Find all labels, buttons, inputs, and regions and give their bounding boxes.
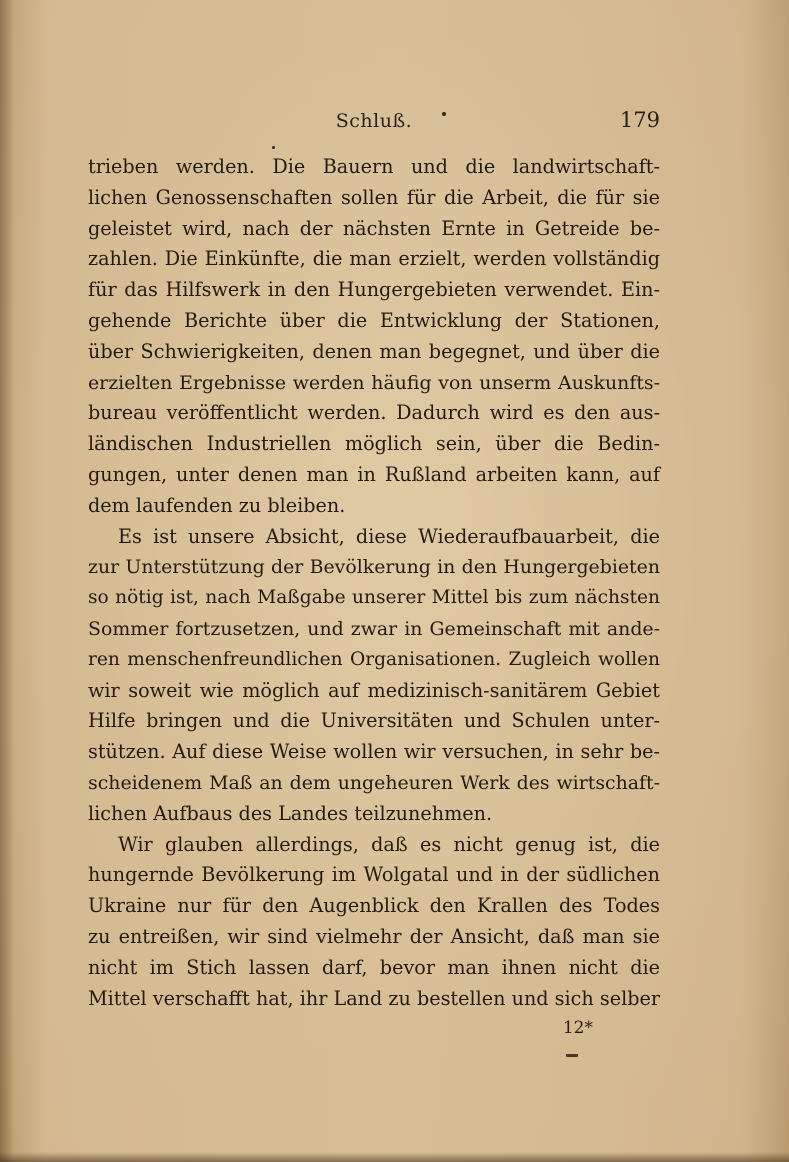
text-line: lichen Genossenschaften sollen für die Arbeit, die für sie — [88, 185, 660, 209]
text-line: ländischen Industriellen möglich sein, über die Bedin- — [88, 432, 660, 456]
text-line: über Schwierigkeiten, denen man begegnet, und über die — [88, 339, 660, 363]
text-line: so nötig ist, nach Maßgabe unserer Mittel bis zum nächsten — [88, 587, 660, 609]
text-line: zu entreißen, wir sind vielmehr der Ansicht, daß man sie — [88, 924, 660, 948]
text-line: zahlen. Die Einkünfte, die man erzielt, werden vollständig — [88, 247, 660, 271]
ink-dash — [566, 1054, 578, 1057]
page-bottom-edge — [0, 1152, 789, 1162]
signature-mark: 12* — [562, 1018, 593, 1038]
body-text — [88, 152, 660, 1014]
text-line: Wir glauben allerdings, daß es nicht genug ist, die — [118, 832, 660, 856]
text-line: Mittel verschafft hat, ihr Land zu bestellen und sich selber — [88, 986, 661, 1010]
text-line: lichen Aufbaus des Landes teilzunehmen. — [88, 801, 493, 825]
text-line: Es ist unsere Absicht, diese Wiederaufbauarbeit, die — [118, 524, 660, 548]
text-line: Sommer fortzusetzen, und zwar in Gemeinschaft mit ande- — [88, 617, 660, 640]
ink-speck — [442, 112, 446, 116]
text-line: erzielten Ergebnisse werden häufig von unserm Auskunfts- — [88, 371, 660, 394]
text-line: stützen. Auf diese Weise wollen wir versuchen, in sehr be- — [88, 740, 660, 764]
text-line: bureau veröffentlicht werden. Dadurch wird es den aus- — [88, 401, 660, 425]
text-line: hungernde Bevölkerung im Wolgatal und in der südlichen — [88, 863, 660, 887]
text-line: Ukraine nur für den Augenblick den Krallen des Todes — [88, 894, 660, 918]
text-line: ren menschenfreundlichen Organisationen. Zugleich wollen — [88, 648, 660, 670]
binding-shadow — [0, 0, 14, 1162]
text-line: gungen, unter denen man in Rußland arbeiten kann, auf — [88, 462, 660, 486]
text-line: gehende Berichte über die Entwicklung der Stationen, — [88, 308, 660, 332]
text-line: nicht im Stich lassen darf, bevor man ihnen nicht die — [88, 955, 660, 979]
text-line: wir soweit wie möglich auf medizinisch-sanitärem Gebiet — [88, 678, 660, 702]
ink-speck — [272, 146, 275, 149]
text-line: Hilfe bringen und die Universitäten und Schulen unter- — [88, 709, 660, 733]
text-line: zur Unterstützung der Bevölkerung in den Hungergebieten — [88, 556, 660, 579]
running-title: Schluß. — [335, 110, 413, 132]
text-line: trieben werden. Die Bauern und die landwirtschaft- — [88, 155, 660, 178]
page-number: 179 — [619, 108, 660, 132]
text-line: scheidenem Maß an dem ungeheuren Werk des wirtschaft- — [88, 771, 660, 794]
running-head — [88, 108, 660, 136]
text-line: dem laufenden zu bleiben. — [88, 493, 346, 517]
text-line: für das Hilfswerk in den Hungergebieten verwendet. Ein- — [88, 278, 660, 302]
text-line: geleistet wird, nach der nächsten Ernte in Getreide be- — [88, 216, 660, 240]
